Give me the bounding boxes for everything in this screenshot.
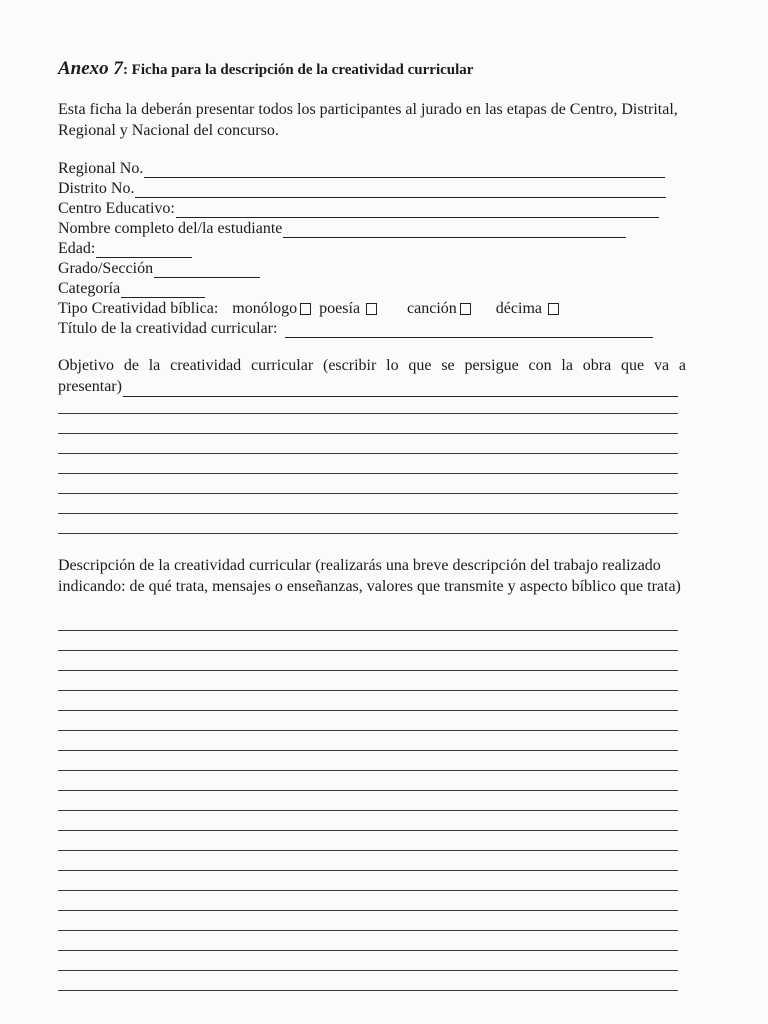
field-regional-line[interactable] <box>144 162 665 178</box>
field-nombre-label: Nombre completo del/la estudiante <box>58 220 283 237</box>
writing-line[interactable] <box>58 850 678 851</box>
writing-line[interactable] <box>58 690 678 691</box>
field-centro-label: Centro Educativo: <box>58 200 175 217</box>
objetivo-last-word: presentar) <box>58 378 122 395</box>
writing-line[interactable] <box>58 473 678 474</box>
option-cancion-label: canción <box>407 300 457 317</box>
field-nombre <box>58 218 698 238</box>
option-decima-label: décima <box>495 300 542 317</box>
objetivo-text: Objetivo de la creatividad curricular (escribir lo que se persigue con la obra que va a <box>58 357 686 374</box>
field-tipo <box>58 298 698 318</box>
writing-line[interactable] <box>58 493 678 494</box>
field-distrito <box>58 178 698 198</box>
descripcion-paragraph: Descripción de la creatividad curricular (realizarás una breve descripción del trabajo realizado indicando: de qué trata, mensajes o enseñanzas, valores que transmite y aspecto bíblico que trata) <box>58 557 681 595</box>
writing-line[interactable] <box>58 810 678 811</box>
field-grado <box>58 258 698 278</box>
option-monologo[interactable] <box>232 300 311 318</box>
option-cancion-checkbox[interactable] <box>460 303 471 315</box>
field-categoria <box>58 278 698 298</box>
option-cancion[interactable] <box>407 300 471 318</box>
writing-line[interactable] <box>58 890 678 891</box>
field-grado-label: Grado/Sección <box>58 260 154 277</box>
field-distrito-line[interactable] <box>135 182 666 198</box>
field-regional-label: Regional No. <box>58 160 144 177</box>
option-poesia[interactable] <box>319 300 377 318</box>
field-grado-line[interactable] <box>154 262 260 278</box>
writing-line[interactable] <box>58 453 678 454</box>
option-poesia-checkbox[interactable] <box>366 303 377 315</box>
writing-line[interactable] <box>58 670 678 671</box>
field-distrito-label: Distrito No. <box>58 180 135 197</box>
objetivo-first-line[interactable] <box>123 381 678 397</box>
option-monologo-checkbox[interactable] <box>300 303 311 315</box>
field-tipo-label: Tipo Creatividad bíblica: <box>58 300 219 317</box>
field-edad <box>58 238 698 258</box>
field-nombre-line[interactable] <box>283 222 626 238</box>
writing-line[interactable] <box>58 730 678 731</box>
field-edad-line[interactable] <box>96 242 192 258</box>
writing-line[interactable] <box>58 710 678 711</box>
field-centro-line[interactable] <box>176 202 659 218</box>
writing-line[interactable] <box>58 413 678 414</box>
writing-line[interactable] <box>58 533 678 534</box>
objetivo-paragraph <box>58 355 686 376</box>
writing-line[interactable] <box>58 513 678 514</box>
option-poesia-label: poesía <box>319 300 361 317</box>
writing-line[interactable] <box>58 650 678 651</box>
writing-line[interactable] <box>58 433 678 434</box>
writing-line[interactable] <box>58 930 678 931</box>
objetivo-lastline <box>58 376 686 397</box>
option-decima[interactable] <box>496 300 559 318</box>
field-edad-label: Edad: <box>58 240 96 257</box>
field-categoria-line[interactable] <box>121 282 205 298</box>
form-fields <box>58 158 698 338</box>
writing-line[interactable] <box>58 750 678 751</box>
field-titulo-label: Título de la creatividad curricular: <box>58 320 278 337</box>
option-monologo-label: monólogo <box>232 300 298 317</box>
writing-line[interactable] <box>58 970 678 971</box>
writing-line[interactable] <box>58 910 678 911</box>
writing-line[interactable] <box>58 630 678 631</box>
field-regional <box>58 158 698 178</box>
writing-line[interactable] <box>58 990 678 991</box>
document-title <box>58 58 698 80</box>
intro-paragraph: Esta ficha la deberán presentar todos los participantes al jurado en las etapas de Centro, Distrital, Regional y Nacional del concurso. <box>58 101 678 139</box>
writing-line[interactable] <box>58 950 678 951</box>
field-titulo-line[interactable] <box>285 322 653 338</box>
field-centro <box>58 198 698 218</box>
field-titulo <box>58 318 698 338</box>
annex-label: Anexo 7 <box>58 58 123 79</box>
writing-line[interactable] <box>58 870 678 871</box>
field-categoria-label: Categoría <box>58 280 121 297</box>
writing-line[interactable] <box>58 830 678 831</box>
writing-line[interactable] <box>58 770 678 771</box>
writing-line[interactable] <box>58 790 678 791</box>
option-decima-checkbox[interactable] <box>548 303 559 315</box>
title-text: : Ficha para la descripción de la creatividad curricular <box>122 62 474 78</box>
